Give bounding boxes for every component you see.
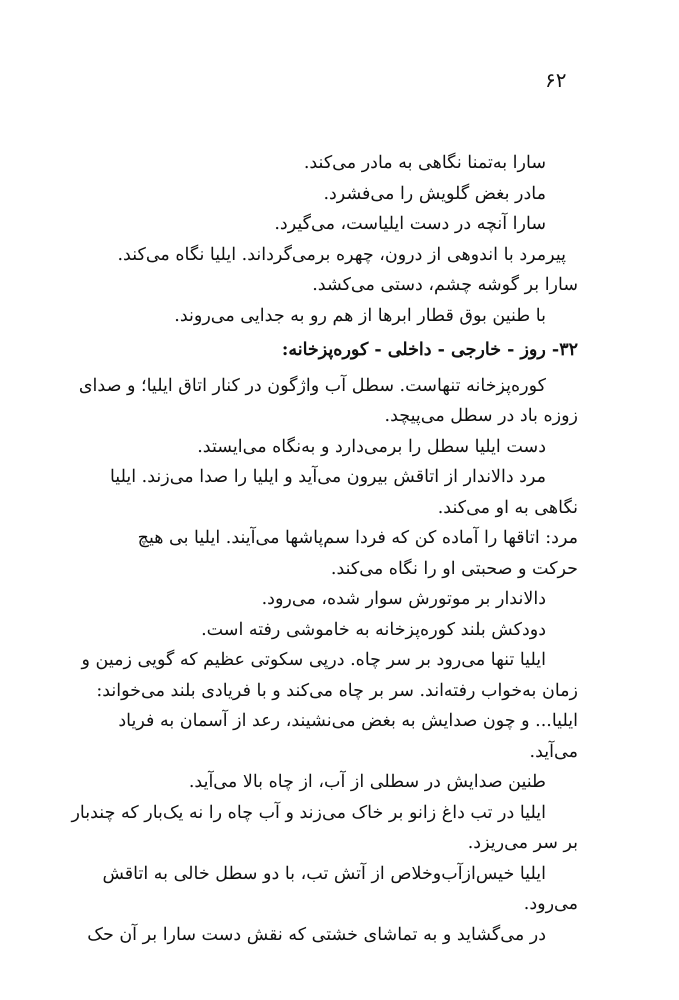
text-line: دالاندار بر موتورش سوار شده، می‌رود. (261, 589, 546, 609)
text-line: می‌رود. (523, 894, 578, 914)
body-text (71, 148, 578, 950)
text-line: مرد: اتاقها را آماده کن که فردا سم‌پاشها می‌آیند. ایلیا بی هیچ (137, 528, 578, 548)
text-line: بر سر می‌ریزد. (467, 833, 578, 853)
text-line: سارا به‌تمنا نگاهی به مادر می‌کند. (303, 153, 546, 173)
text-line: در می‌گشاید و به تماشای خشتی که نقش دست سارا بر آن حک (87, 924, 546, 945)
text-line: طنین صدایش در سطلی از آب، از چاه بالا می‌آید. (188, 772, 546, 792)
text-line: زوزه باد در سطل می‌پیچد. (384, 406, 578, 426)
text-line: دودکش بلند کوره‌پزخانه به خاموشی رفته است. (201, 619, 546, 640)
text-line: مادر بغض گلویش را می‌فشرد. (323, 183, 546, 204)
text-line: مرد دالاندار از اتاقش بیرون می‌آید و ایلیا را صدا می‌زند. ایلیا (109, 467, 546, 487)
text-line: سارا بر گوشه چشم، دستی می‌کشد. (312, 275, 578, 295)
text-line: پیرمرد با اندوهی از درون، چهره برمی‌گرداند. ایلیا نگاه می‌کند. (117, 244, 566, 265)
text-line: کوره‌پزخانه تنهاست. سطل آب واژگون در کنار اتاق ایلیا؛ و صدای (78, 375, 546, 396)
text-line: ایلیا... و چون صدایش به بغض می‌نشیند، رعد از آسمان به فریاد (118, 711, 578, 731)
text-line: می‌آید. (529, 741, 578, 762)
text-line: سارا آنچه در دست ایلیاست، می‌گیرد. (274, 214, 546, 234)
page-number: ۶۲ (545, 68, 567, 92)
text-line: با طنین بوق قطار ابرها از هم رو به جدایی می‌روند. (174, 305, 546, 326)
text-line: ایلیا تنها می‌رود بر سر چاه. درپی سکوتی عظیم که گویی زمین و (81, 650, 546, 670)
text-line: ایلیا در تب داغ زانو بر خاک می‌زند و آب چاه را نه یک‌بار که چندبار (71, 802, 546, 823)
text-line: نگاهی به او می‌کند. (437, 497, 578, 518)
text-line: ایلیا خیس‌ازآب‌وخلاص از آتش تب، با دو سطل خالی به اتاقش (102, 863, 546, 884)
text-line: دست ایلیا سطل را برمی‌دارد و به‌نگاه می‌ایستد. (197, 436, 546, 457)
scene-heading: ۳۲- روز - خارجی - داخلی - کوره‌پزخانه: (281, 340, 578, 360)
text-line: حرکت و صحبتی او را نگاه می‌کند. (330, 558, 578, 579)
text-line: زمان به‌خواب رفته‌اند. سر بر چاه می‌کند و با فریادی بلند می‌خواند: (96, 680, 578, 701)
